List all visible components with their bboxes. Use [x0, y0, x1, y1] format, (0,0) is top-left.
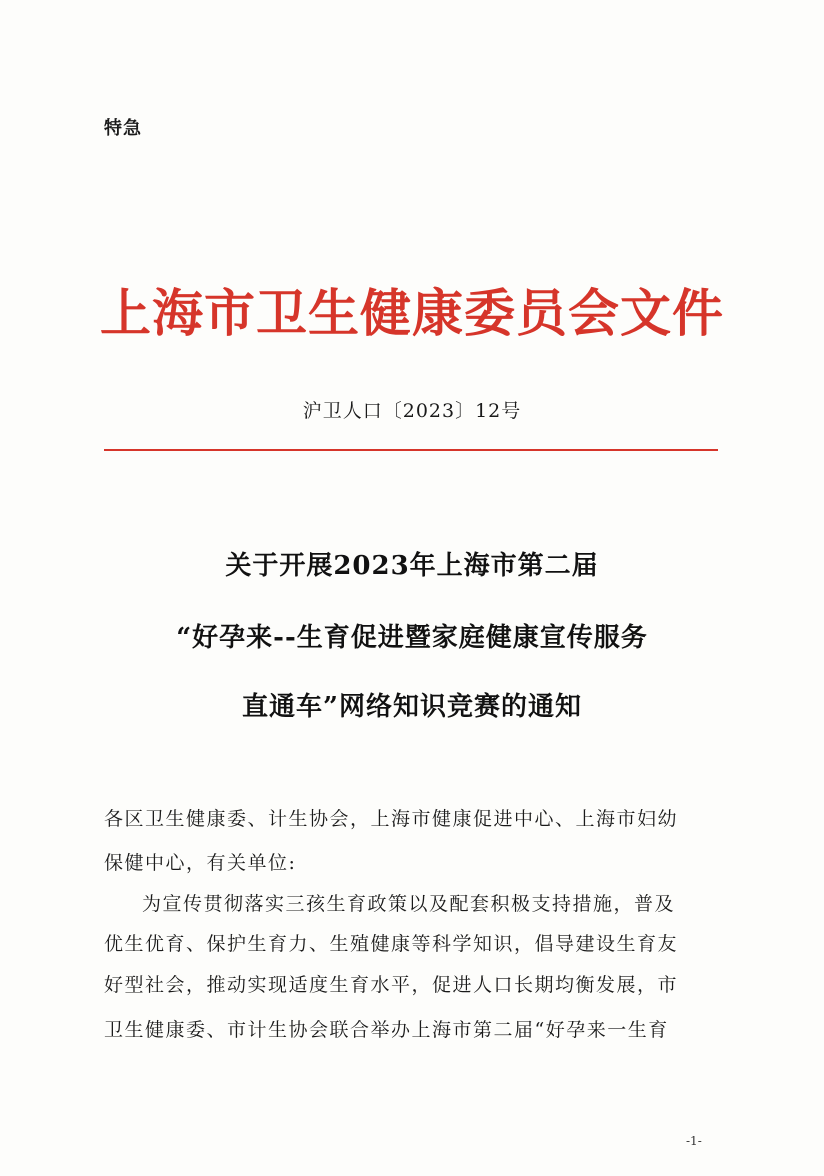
body-text-line: 各区卫生健康委、计生协会，上海市健康促进中心、上海市妇幼: [104, 808, 679, 830]
body-text-line: 好型社会，推动实现适度生育水平，促进人口长期均衡发展，市: [104, 974, 679, 996]
body-text-line: 卫生健康委、市计生协会联合举办上海市第二届“好孕来一生育: [104, 1019, 669, 1041]
urgency-label: 特急: [104, 118, 142, 139]
body-text-line: 为宣传贯彻落实三孩生育政策以及配套积极支持措施，普及: [142, 893, 676, 915]
body-text-line: 保健中心，有关单位:: [104, 852, 297, 874]
issuer-masthead: 上海市卫生健康委员会文件: [99, 284, 724, 344]
body-text-line: 优生优育、保护生育力、生殖健康等科学知识，倡导建设生育友: [104, 933, 679, 955]
title-line: 关于开展2023年上海市第二届: [225, 551, 599, 581]
page-number: -1-: [686, 1134, 702, 1148]
title-line: “好孕来--生育促进暨家庭健康宣传服务: [176, 623, 648, 653]
title-line: 直通车”网络知识竞赛的通知: [242, 692, 582, 722]
red-divider-line: [104, 449, 718, 451]
document-number: 沪卫人口〔2023〕12号: [302, 400, 522, 422]
